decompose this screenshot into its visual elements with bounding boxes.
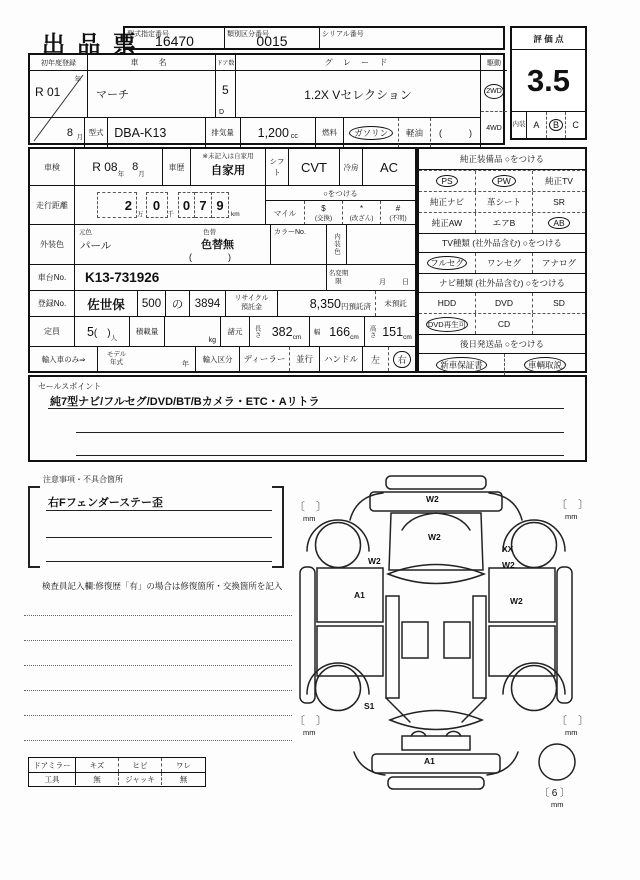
navi-sd: SD — [532, 293, 585, 313]
mileage-man-unit: 万 — [137, 210, 144, 218]
tread-bracket-fl: 〔 〕 — [294, 501, 327, 513]
damage-rear-bumper: A1 — [424, 756, 435, 766]
inspector-note: 検査員記入欄:修復歴「有」の場合は修復箇所・交換箇所を記入 — [42, 581, 283, 591]
grade-value: 1.2X Vセレクション — [235, 71, 480, 117]
color-no-label: カラーNo. — [274, 229, 306, 236]
tools-c4: ワレ — [161, 758, 205, 772]
tread-bracket-fr: 〔 〕 — [556, 499, 589, 511]
history-note: ※未記入は自家用 — [202, 153, 254, 160]
shaken-cell — [74, 149, 162, 185]
damage-hood: W2 — [428, 532, 441, 542]
ship-warranty: 新車保証書 — [419, 354, 504, 375]
equip-sr: SR — [532, 192, 585, 212]
fuel-diesel: 軽油 — [398, 118, 430, 147]
reg-kana: の — [165, 291, 189, 316]
odometer-flags — [265, 186, 415, 225]
reg-number: 3894 — [189, 291, 225, 316]
drive-2wd: 2WD — [481, 71, 507, 111]
shaken-year-unit: 年 — [117, 170, 125, 178]
car-name-value: マーチ — [96, 89, 129, 101]
recycle-amount-cell — [277, 291, 375, 316]
page-title: 出 品 票 — [42, 31, 139, 57]
top-code-boxes — [123, 26, 505, 50]
import-div-label: 輸入区分 — [195, 347, 239, 371]
model-code-label: 型式指定番号 — [127, 31, 169, 38]
capacity-value: 5 — [86, 324, 94, 339]
navi-blank — [532, 314, 585, 334]
damage-door-fr: W2 — [510, 596, 523, 606]
displacement-unit: cc — [290, 133, 298, 140]
fuel-label: 燃料 — [315, 118, 343, 147]
car-diagram — [290, 470, 590, 820]
notes-line1: 右Fフェンダーステー歪 — [48, 497, 163, 509]
equip-airbag: エアB — [475, 213, 532, 233]
navi-dvd-play: DVD再生可 — [419, 314, 475, 334]
car-name-cell — [87, 71, 215, 117]
int-color-value — [346, 225, 415, 264]
name-change-cell — [350, 265, 415, 290]
tools-c3: ヒビ — [118, 758, 161, 772]
reg-class: 500 — [137, 291, 165, 316]
load-label: 積載量 — [129, 317, 164, 346]
mileage-man: 2 — [97, 192, 137, 218]
damage-fender-fl: W2 — [368, 556, 381, 566]
tread-bracket-rl: 〔 〕 — [294, 715, 327, 727]
first-reg-year-unit: 年 — [74, 76, 81, 83]
equip-ps: PS — [419, 171, 475, 191]
tread-mm-fl: mm — [303, 514, 316, 523]
ac-value: AC — [362, 149, 415, 185]
mileage-d3: 9 — [212, 192, 229, 218]
interior-grade-a: A — [533, 120, 540, 130]
fuel-gas: ガソリン — [343, 118, 398, 147]
notes-label: 注意事項・不具合箇所 — [43, 475, 123, 484]
spare-tread-bracket: 〔 6 〕 — [539, 788, 571, 799]
history-label: 車歴 — [162, 149, 190, 185]
equip-leather: 革シート — [475, 192, 532, 212]
equip-navi: 純正ナビ — [429, 197, 464, 207]
mileage-unit: km — [231, 210, 240, 218]
shaken-label: 車検 — [44, 162, 60, 172]
first-reg-label: 初年度登録 — [30, 55, 87, 71]
color-change-label: 色替 — [203, 229, 216, 236]
name-change-day: 日 — [402, 279, 409, 286]
mileage-digits-cell — [74, 186, 265, 224]
score-label: 評 価 点 — [512, 28, 585, 50]
class-code-value: 0015 — [256, 32, 288, 49]
color-no-cell — [270, 225, 326, 264]
tools-c5: 工具 — [44, 774, 60, 784]
displacement-value: 1,200 — [257, 125, 289, 140]
load-cell — [164, 317, 220, 346]
mileage-sen-unit: 千 — [167, 210, 174, 218]
tools-c1: ドアミラー — [33, 760, 71, 770]
damage-quarter-rl: S1 — [364, 701, 375, 711]
tools-c6: 無 — [75, 773, 118, 785]
damage-fender-fr: W2 — [502, 560, 515, 570]
history-cell — [190, 149, 265, 185]
navi-type-header: ナビ種類 (社外品含む) ○をつける — [419, 273, 585, 293]
doors-cell — [215, 71, 235, 117]
equip-pw: PW — [475, 171, 532, 191]
shaken-month: 8 — [132, 161, 139, 173]
displacement-label: 排気量 — [205, 118, 240, 147]
handle-right: 右 — [388, 347, 415, 371]
model-year-cell: 年 — [182, 361, 189, 368]
score-value: 3.5 — [512, 50, 585, 112]
mileage-d2: 7 — [195, 192, 212, 218]
tools-c2: キズ — [75, 758, 118, 772]
first-reg-month: 8 — [66, 127, 73, 139]
navi-dvd: DVD — [475, 293, 532, 313]
reg-area: 佐世保 — [74, 291, 137, 316]
class-code-label: 類別区分番号 — [227, 31, 269, 38]
flag-mile: マイル — [273, 208, 297, 218]
import-dealer: ディーラー — [239, 347, 289, 371]
doors-label: ドア数 — [215, 55, 235, 71]
width-cell: 166 cm — [329, 324, 359, 341]
recycle-none: 未預託 — [375, 291, 415, 316]
navi-cd: CD — [475, 314, 532, 334]
dim-label: 諸元 — [220, 317, 249, 346]
serial-label: シリアル番号 — [322, 31, 364, 38]
shaken-year: R 08 — [92, 160, 118, 174]
tv-fullseg: フルセグ — [419, 253, 475, 273]
capacity-cell — [74, 317, 129, 346]
drive-cell — [480, 71, 507, 147]
tv-analog: アナログ — [532, 253, 585, 273]
model-code-value: 16470 — [155, 32, 194, 49]
shift-value: CVT — [288, 149, 339, 185]
spare-tread-mm: mm — [551, 800, 564, 809]
capacity-label: 定員 — [44, 327, 60, 336]
ship-header: 後日発送品 ○をつける — [419, 334, 585, 354]
tools-c7: ジャッキ — [118, 773, 161, 785]
capacity-paren: ( ) — [93, 328, 111, 339]
recycle-label: リサイクル 預託金 — [225, 291, 277, 316]
history-value: 自家用 — [210, 165, 246, 177]
detail-table — [28, 147, 417, 373]
tv-type-header: TV種類 (社外品含む) ○をつける — [419, 233, 585, 253]
handle-label: ハンドル — [319, 347, 362, 371]
tread-bracket-rr: 〔 〕 — [556, 715, 589, 727]
tread-mm-fr: mm — [565, 512, 578, 521]
tools-table — [28, 757, 206, 787]
model-year-label: モデル 年式 — [97, 347, 135, 371]
tread-mm-rl: mm — [303, 728, 316, 737]
model-label: 型式 — [84, 118, 108, 147]
vehicle-identity-block — [28, 53, 505, 145]
color-change-paren: ( ) — [189, 252, 231, 262]
chassis-value: K13-731926 — [74, 265, 326, 290]
damage-front-bumper: W2 — [426, 494, 439, 504]
shift-label: シフト — [265, 149, 288, 185]
first-reg-month-unit: 月 — [76, 134, 83, 141]
spare-tire — [539, 744, 575, 780]
displacement-cell — [240, 118, 315, 147]
equip-aw: 純正AW — [431, 218, 463, 228]
score-box — [510, 26, 587, 140]
ac-label: 冷房 — [339, 149, 362, 185]
mileage-sen: 0 — [146, 192, 168, 218]
length-cell: 382 cm — [271, 324, 302, 341]
tools-c8: 無 — [161, 773, 205, 785]
damage-fender-fr-x: XX — [502, 544, 514, 554]
equip-header: 純正装備品 ○をつける — [419, 149, 585, 170]
mileage-d1: 0 — [178, 192, 195, 218]
flag-tampered: * (改ざん) — [342, 201, 380, 225]
model-value: DBA-K13 — [107, 118, 204, 147]
navi-hdd: HDD — [437, 298, 457, 308]
orig-color-value: パール — [80, 240, 112, 252]
color-change-value: 色替無 — [201, 239, 234, 251]
ext-color-cell — [74, 225, 270, 264]
name-change-label: 名変期限 — [326, 265, 350, 290]
equip-tv: 純正TV — [532, 171, 585, 191]
interior-grade-c: C — [565, 112, 585, 138]
height-label: 高さ — [364, 317, 379, 346]
chassis-label: 車台No. — [37, 273, 67, 282]
length-label: 長さ — [249, 317, 264, 346]
car-diagram-svg — [290, 470, 590, 820]
equip-ab: AB — [532, 213, 585, 233]
grade-label: グ レ ー ド — [235, 55, 480, 71]
doors-d: D — [219, 109, 225, 116]
damage-door-fl: A1 — [354, 590, 365, 600]
sales-point-box — [28, 375, 587, 462]
notes-bracket-left — [28, 486, 40, 568]
int-color-label: 内装色 — [326, 225, 346, 264]
load-unit: kg — [208, 337, 216, 344]
flags-note: ○をつける — [323, 188, 358, 198]
ext-color-label: 外装色 — [40, 240, 64, 249]
sales-point-line1: 純7型ナビ/フルセグ/DVD/BT/Bカメラ・ETC・Aリトラ — [50, 396, 320, 408]
first-reg-year: R 01 — [35, 85, 61, 99]
interior-grade-b: B — [546, 112, 566, 138]
import-parallel: 並行 — [289, 347, 319, 371]
tv-oneseg: ワンセグ — [475, 253, 532, 273]
width-label: 幅 — [309, 317, 324, 346]
shaken-month-unit: 月 — [138, 170, 145, 178]
recycle-amount: 8,350 — [309, 296, 341, 311]
reg-label: 登録No. — [37, 299, 67, 308]
ship-manual: 車輌取説 — [504, 354, 585, 375]
car-name-label: 車 名 — [87, 55, 215, 71]
tread-mm-rr: mm — [565, 728, 578, 737]
drive-4wd: 4WD — [481, 111, 507, 145]
doors-value: 5 — [222, 83, 229, 97]
flag-unknown: # (不明) — [380, 201, 415, 225]
drive-label: 駆動 — [480, 55, 507, 71]
orig-color-label: 元色 — [79, 229, 92, 236]
handle-left: 左 — [362, 347, 388, 371]
recycle-deposited: 円預託済 — [341, 302, 371, 311]
interior-label: 内装 — [512, 112, 527, 138]
flag-exchange: $ (交換) — [304, 201, 342, 225]
mileage-label: 走行距離 — [36, 200, 68, 210]
notes-bracket-right — [272, 486, 284, 568]
name-change-month: 月 — [379, 279, 386, 286]
import-label: 輸入車のみ⇒ — [41, 354, 86, 364]
sales-point-label: セールスポイント — [38, 382, 102, 391]
capacity-unit: 人 — [110, 335, 118, 342]
height-cell: 151 cm — [382, 324, 412, 341]
fuel-paren: ( ) — [430, 118, 480, 147]
equipment-column — [417, 147, 587, 373]
